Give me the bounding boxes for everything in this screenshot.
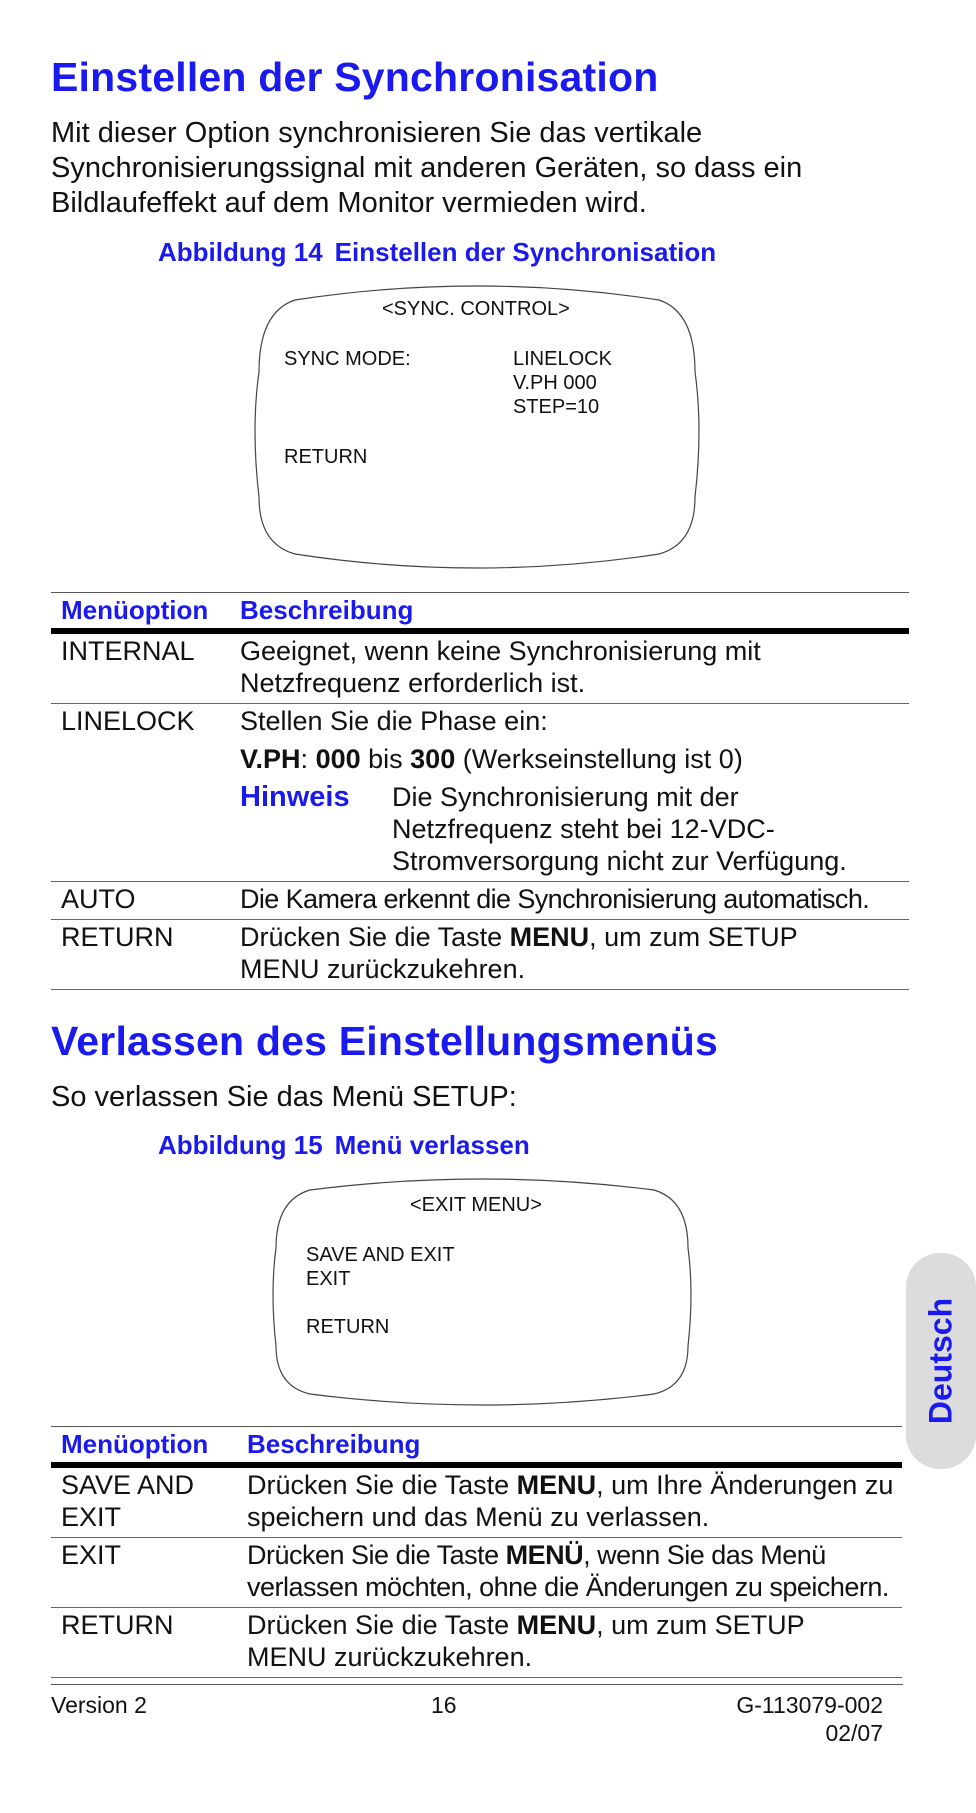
option-cell: EXIT xyxy=(51,1538,237,1608)
option-line: SAVE AND xyxy=(61,1470,195,1500)
figure-title: Einstellen der Synchronisation xyxy=(334,237,717,267)
description-cell xyxy=(237,1465,902,1538)
footer-date: 02/07 xyxy=(825,1720,883,1746)
table-header-row xyxy=(51,1427,902,1466)
menu-key: MENU xyxy=(509,922,590,952)
osd-item-exit: EXIT xyxy=(306,1268,351,1290)
table-row xyxy=(51,882,909,920)
intro-exit: So verlassen Sie das Menü SETUP: xyxy=(51,1081,517,1113)
osd-header: <EXIT MENU> xyxy=(410,1194,542,1216)
column-header-description: Beschreibung xyxy=(230,593,909,632)
note-box xyxy=(240,781,909,877)
footer-version: Version 2 xyxy=(51,1692,147,1718)
table-row xyxy=(51,631,909,704)
description-cell xyxy=(237,1538,902,1608)
menu-key: MENU xyxy=(516,1470,597,1500)
figure-caption-14 xyxy=(158,237,716,268)
table-row xyxy=(51,920,909,990)
note-text: Die Synchronisierung mit der Netzfrequenz steht bei 12-VDC-Stromversorgung nicht zur Verfügung. xyxy=(392,782,847,876)
description-cell: Die Kamera erkennt die Synchronisierung automatisch. xyxy=(230,882,909,920)
vph-range xyxy=(240,743,909,775)
desc-pre: Drücken Sie die Taste xyxy=(247,1470,517,1500)
option-cell: AUTO xyxy=(51,882,230,920)
osd-item-return: RETURN xyxy=(306,1316,390,1338)
figure-title: Menü verlassen xyxy=(334,1130,530,1160)
vph-from: 000 xyxy=(315,744,361,774)
osd-value-linelock: LINELOCK xyxy=(513,348,612,370)
menu-key: MENÜ xyxy=(505,1540,584,1570)
table-row xyxy=(51,1608,902,1678)
section-title-exit: Verlassen des Einstellungsmenüs xyxy=(51,1018,719,1064)
description-cell: Geeignet, wenn keine Synchronisierung mit Netzfrequenz erforderlich ist. xyxy=(230,631,909,704)
option-line: EXIT xyxy=(61,1502,122,1532)
vph-label: V.PH xyxy=(240,744,301,774)
footer-page-number: 16 xyxy=(431,1692,457,1718)
footer-doc-id: G-113079-002 xyxy=(736,1692,883,1718)
description-cell xyxy=(237,1608,902,1678)
intro-line: Bildlaufeffekt auf dem Monitor vermieden wird. xyxy=(51,187,647,219)
vph-to-word: bis xyxy=(360,744,411,774)
intro-line: Synchronisierungssignal mit anderen Geräten, so dass ein xyxy=(51,152,803,184)
desc-pre: Drücken Sie die Taste xyxy=(240,922,510,952)
table-row xyxy=(51,704,909,882)
option-cell: INTERNAL xyxy=(51,631,230,704)
table-row xyxy=(51,1465,902,1538)
option-cell xyxy=(51,1465,237,1538)
osd-sync-mode-label: SYNC MODE: xyxy=(284,348,411,370)
desc-post: , um zum SETUP MENU zurückzukehren. xyxy=(247,1610,805,1672)
desc-post: , wenn Sie das Menü verlassen möchten, ohne die Änderungen zu speichern. xyxy=(247,1540,889,1602)
intro-line: Mit dieser Option synchronisieren Sie das vertikale xyxy=(51,117,703,149)
description-cell xyxy=(230,704,909,882)
monitor-outline xyxy=(255,282,699,574)
note-title: Hinweis xyxy=(240,781,350,813)
vph-sep: : xyxy=(300,744,316,774)
language-tab xyxy=(906,1253,976,1469)
menu-option-table-sync xyxy=(51,592,909,990)
desc-pre: Drücken Sie die Taste xyxy=(247,1540,506,1570)
monitor-screen-sync xyxy=(255,282,699,574)
footer-divider xyxy=(51,1684,903,1685)
menu-option-table-exit xyxy=(51,1426,902,1678)
table-row xyxy=(51,1538,902,1608)
option-cell: LINELOCK xyxy=(51,704,230,882)
intro-sync xyxy=(51,116,802,221)
monitor-screen-exit xyxy=(272,1176,692,1408)
option-cell: RETURN xyxy=(51,1608,237,1678)
menu-key: MENU xyxy=(516,1610,597,1640)
description-cell xyxy=(230,920,909,990)
osd-header: <SYNC. CONTROL> xyxy=(382,298,570,320)
section-title-sync: Einstellen der Synchronisation xyxy=(51,54,659,100)
table-header-row xyxy=(51,593,909,632)
figure-number: Abbildung 15 xyxy=(158,1130,323,1160)
vph-default: (Werkseinstellung ist 0) xyxy=(455,744,743,774)
osd-value-vph: V.PH 000 xyxy=(513,372,597,394)
desc-post: , um Ihre Änderungen zu speichern und das Menü zu verlassen. xyxy=(247,1470,894,1532)
vph-to: 300 xyxy=(410,744,456,774)
desc-pre: Drücken Sie die Taste xyxy=(247,1610,517,1640)
figure-number: Abbildung 14 xyxy=(158,237,323,267)
column-header-option: Menüoption xyxy=(51,1427,237,1466)
option-cell: RETURN xyxy=(51,920,230,990)
osd-value-step: STEP=10 xyxy=(513,396,600,418)
osd-item-save-exit: SAVE AND EXIT xyxy=(306,1244,455,1266)
linelock-desc: Stellen Sie die Phase ein: xyxy=(240,706,548,736)
language-tab-label: Deutsch xyxy=(922,1297,959,1425)
figure-caption-15 xyxy=(158,1130,530,1161)
column-header-option: Menüoption xyxy=(51,593,230,632)
column-header-description: Beschreibung xyxy=(237,1427,902,1466)
desc-post: , um zum SETUP MENU zurückzukehren. xyxy=(240,922,798,984)
osd-return: RETURN xyxy=(284,446,368,468)
